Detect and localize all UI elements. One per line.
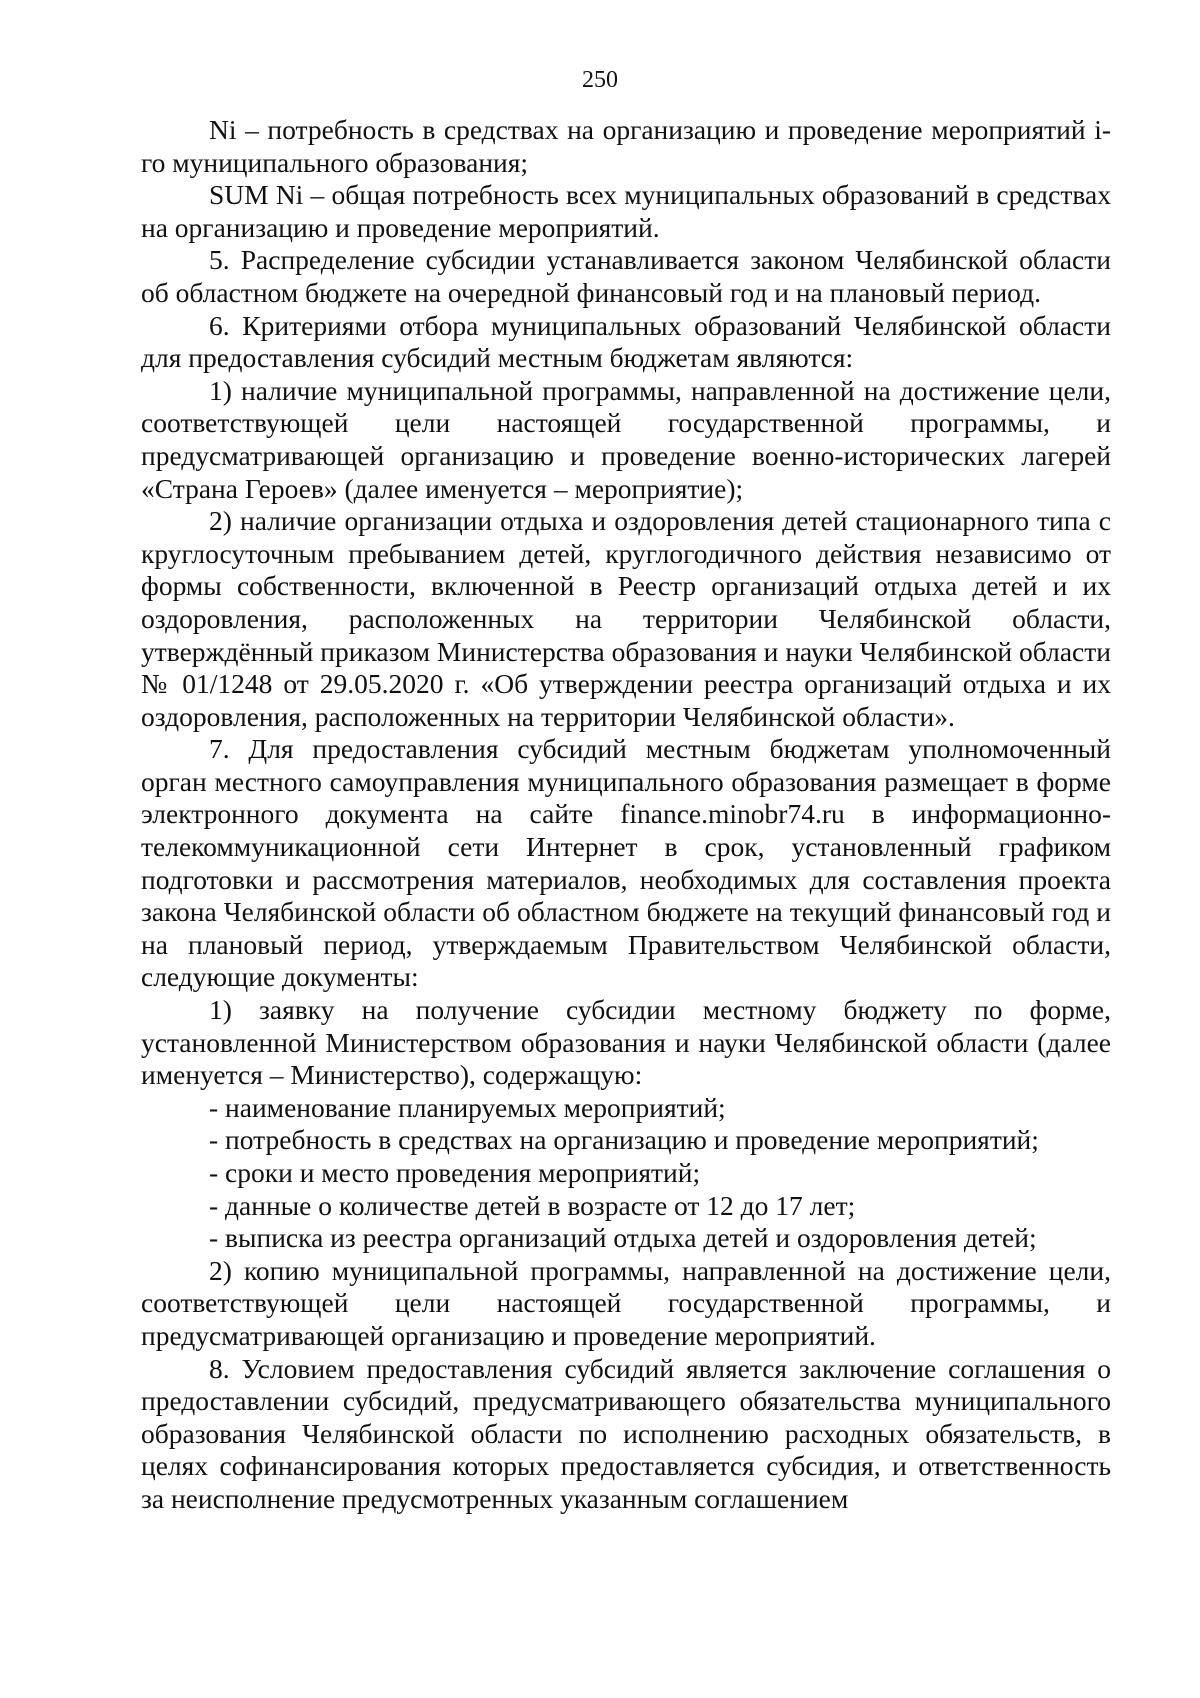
document-body [141, 114, 1111, 1516]
list-item: - потребность в средствах на организацию и проведение мероприятий; [209, 1124, 1039, 1156]
paragraph: 5. Распределение субсидии устанавливается законом Челябинской области об областном бюджете на очередной финансовый год и на плановый период. [141, 244, 1111, 308]
list-item: - данные о количестве детей в возрасте от 12 до 17 лет; [209, 1189, 856, 1221]
paragraph: 6. Критериями отбора муниципальных образований Челябинской области для предоставления субсидий местным бюджетам являются: [141, 309, 1111, 374]
paragraph: 7. Для предоставления субсидий местным бюджетам уполномоченный орган местного самоуправления муниципального образования размещает в форме электронного документа на сайте finance.minobr74.ru в информационно-телекоммуникационной сети Интернет в срок, установленный графиком подготовки и рассмотрения материалов, необходимых для составления проекта закона Челябинской области об областном бюджете на текущий финансовый год и на плановый период, утверждаемым Правительством Челябинской области, следующие документы: [141, 733, 1111, 993]
list-item: - наименование планируемых мероприятий; [209, 1091, 726, 1123]
paragraph: Ni – потребность в средствах на организацию и проведение мероприятий i-го муниципального образования; [141, 114, 1111, 178]
paragraph: 8. Условием предоставления субсидий является заключение соглашения о предоставлении субсидий, предусматривающего обязательства муниципального образования Челябинской области по исполнению расходных обязательств, в целях софинансирования которых предоставляется субсидия, и ответственность за неисполнение предусмотренных указанным соглашением [141, 1352, 1111, 1514]
list-item: - сроки и место проведения мероприятий; [209, 1157, 701, 1188]
paragraph: 1) наличие муниципальной программы, направленной на достижение цели, соответствующей цели настоящей государственной программы, и предусматривающей организацию и проведение военно-исторических лагерей «Страна Героев» (далее именуется – мероприятие); [141, 374, 1111, 504]
paragraph: SUM Ni – общая потребность всех муниципальных образований в средствах на организацию и проведение мероприятий. [141, 179, 1111, 243]
list-item: - выписка из реестра организаций отдыха детей и оздоровления детей; [209, 1222, 1037, 1254]
page-number: 250 [582, 67, 618, 93]
paragraph: 1) заявку на получение субсидии местному бюджету по форме, установленной Министерством образования и науки Челябинской области (далее именуется – Министерство), содержащую: [141, 994, 1111, 1091]
paragraph: 2) наличие организации отдыха и оздоровления детей стационарного типа с круглосуточным пребыванием детей, круглогодичного действия независимо от формы собственности, включенной в Реестр организаций отдыха детей и их оздоровления, расположенных на территории Челябинской области, утверждённый приказом Министерства образования и науки Челябинской области № 01/1248 от 29.05.2020 г. «Об утверждении реестра организаций отдыха и их оздоровления, расположенных на территории Челябинской области». [141, 505, 1111, 732]
paragraph: 2) копию муниципальной программы, направленной на достижение цели, соответствующей цели настоящей государственной программы, и предусматривающей организацию и проведение мероприятий. [141, 1254, 1111, 1351]
